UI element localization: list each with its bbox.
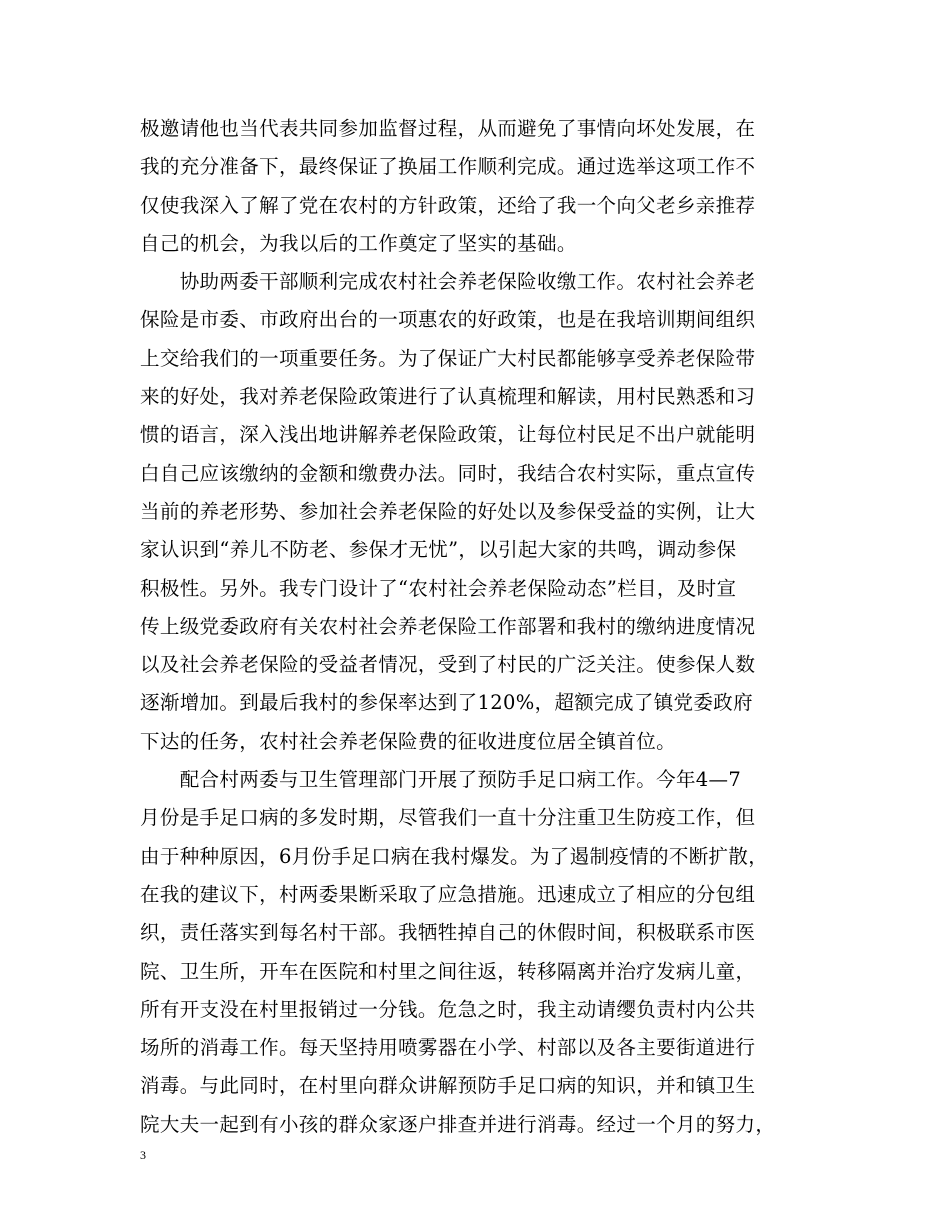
text-line: 下达的任务，农村社会养老保险费的征收进度位居全镇首位。 [140,729,676,753]
page-number: 3 [140,1148,146,1162]
text-line: 在我的建议下，村两委果断采取了应急措施。迅速成立了相应的分包组 [140,882,756,906]
text-line: 场所的消毒工作。每天坚持用喷雾器在小学、村部以及各主要街道进行 [140,1036,756,1060]
text-line: 以及社会养老保险的受益者情况，受到了村民的广泛关注。使参保人数 [140,653,756,677]
text-line: 传上级党委政府有关农村社会养老保险工作部署和我村的缴纳进度情况 [140,614,756,638]
text-line: 月份是手足口病的多发时期，尽管我们一直十分注重卫生防疫工作，但 [140,806,756,830]
text-line: 院大夫一起到有小孩的群众家逐户排查并进行消毒。经过一个月的努力， [140,1112,776,1136]
text-line: 惯的语言，深入浅出地讲解养老保险政策，让每位村民足不出户就能明 [140,423,756,447]
text-line: 所有开支没在村里报销过一分钱。危急之时，我主动请缨负责村内公共 [140,997,756,1021]
text-line: 来的好处，我对养老保险政策进行了认真梳理和解读，用村民熟悉和习 [140,385,756,409]
text-line: 协助两委干部顺利完成农村社会养老保险收缴工作。农村社会养老 [140,270,756,294]
text-line: 当前的养老形势、参加社会养老保险的好处以及参保受益的实例，让大 [140,499,756,523]
text-line: 配合村两委与卫生管理部门开展了预防手足口病工作。今年4—7 [140,768,742,792]
text-line: 由于种种原因，6月份手足口病在我村爆发。为了遏制疫情的不断扩散， [140,844,769,868]
text-line: 保险是市委、市政府出台的一项惠农的好政策，也是在我培训期间组织 [140,308,756,332]
text-line: 白自己应该缴纳的金额和缴费办法。同时，我结合农村实际，重点宣传 [140,461,756,485]
text-line: 仅使我深入了解了党在农村的方针政策，还给了我一个向父老乡亲推荐 [140,193,756,217]
body-text [140,110,820,1144]
text-line: 积极性。另外。我专门设计了“农村社会养老保险动态”栏目，及时宣 [140,576,737,600]
text-line: 逐渐增加。到最后我村的参保率达到了120%，超额完成了镇党委政府 [140,691,753,715]
text-line: 院、卫生所，开车在医院和村里之间往返，转移隔离并治疗发病儿童， [140,959,756,983]
text-line: 我的充分准备下，最终保证了换届工作顺利完成。通过选举这项工作不 [140,155,756,179]
text-line: 极邀请他也当代表共同参加监督过程，从而避免了事情向坏处发展，在 [140,117,756,140]
text-line: 织，责任落实到每名村干部。我牺牲掉自己的休假时间，积极联系市医 [140,921,756,945]
text-line: 自己的机会，为我以后的工作奠定了坚实的基础。 [140,231,577,255]
text-line: 上交给我们的一项重要任务。为了保证广大村民都能够享受养老保险带 [140,346,756,370]
text-line: 消毒。与此同时，在村里向群众讲解预防手足口病的知识，并和镇卫生 [140,1074,756,1098]
text-line: 家认识到“养儿不防老、参保才无忧”，以引起大家的共鸣，调动参保 [140,538,737,562]
